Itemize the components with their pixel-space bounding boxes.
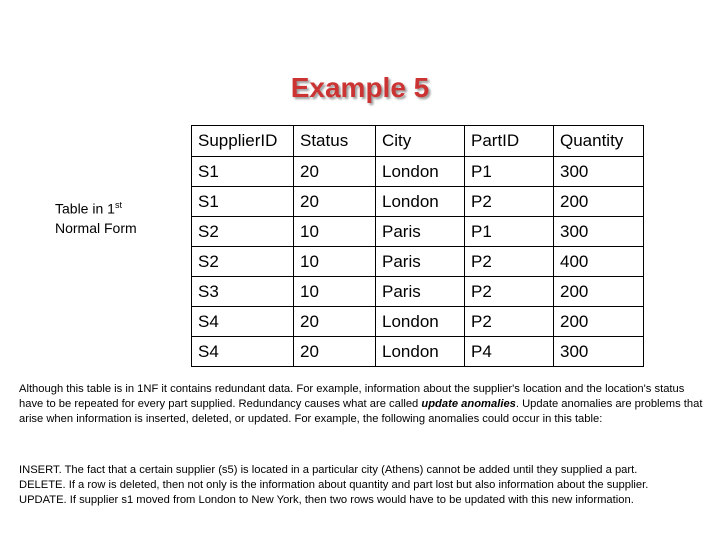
cell-quantity: 200 (554, 307, 644, 337)
cell-supplierid: S1 (192, 187, 294, 217)
cell-supplierid: S1 (192, 157, 294, 187)
table-caption (55, 196, 175, 238)
cell-supplierid: S4 (192, 337, 294, 367)
table-row (192, 217, 644, 247)
cell-quantity: 200 (554, 187, 644, 217)
cell-quantity: 300 (554, 217, 644, 247)
header-supplierid: SupplierID (192, 126, 294, 157)
cell-city: London (376, 337, 465, 367)
slide-title: Example 5 (290, 72, 430, 103)
table-row (192, 187, 644, 217)
anomalies-list (19, 463, 703, 508)
caption-superscript: st (114, 200, 122, 210)
header-city: City (376, 126, 465, 157)
cell-status: 10 (294, 277, 376, 307)
table-row (192, 247, 644, 277)
cell-status: 20 (294, 337, 376, 367)
cell-partid: P2 (465, 277, 554, 307)
caption-line-2: Normal Form (55, 219, 137, 236)
explanation-text-end: . Update anomalies are problems that arise when information is inserted, deleted, or updated. For example, the following anomalies could occur in this table: (19, 398, 703, 425)
header-quantity: Quantity (554, 126, 644, 157)
cell-supplierid: S4 (192, 307, 294, 337)
cell-supplierid: S2 (192, 217, 294, 247)
cell-supplierid: S2 (192, 247, 294, 277)
table-row (192, 337, 644, 367)
cell-status: 10 (294, 247, 376, 277)
cell-status: 10 (294, 217, 376, 247)
cell-city: Paris (376, 247, 465, 277)
caption-line-1: Table in 1 (55, 200, 115, 217)
cell-partid: P4 (465, 337, 554, 367)
cell-quantity: 400 (554, 247, 644, 277)
cell-city: London (376, 157, 465, 187)
cell-city: Paris (376, 277, 465, 307)
table-row (192, 277, 644, 307)
cell-status: 20 (294, 187, 376, 217)
cell-status: 20 (294, 157, 376, 187)
cell-quantity: 300 (554, 157, 644, 187)
update-anomalies-term: update anomalies (421, 398, 516, 410)
header-status: Status (294, 126, 376, 157)
cell-supplierid: S3 (192, 277, 294, 307)
cell-partid: P1 (465, 217, 554, 247)
cell-quantity: 300 (554, 337, 644, 367)
cell-partid: P1 (465, 157, 554, 187)
cell-partid: P2 (465, 307, 554, 337)
table-row (192, 307, 644, 337)
update-anomaly: UPDATE. If supplier s1 moved from London to New York, then two rows would have to be updated with this new information. (19, 494, 634, 506)
cell-city: London (376, 187, 465, 217)
explanation-text-start: Although this table is in 1NF it contains redundant data. For example, information about the supplier's location and the location's status have to be repeated for every part supplied. Redundancy causes what are called (19, 383, 685, 410)
normal-form-table (191, 125, 644, 367)
insert-anomaly: INSERT. The fact that a certain supplier (s5) is located in a particular city (Athens) cannot be added until they supplied a part. (19, 464, 638, 476)
table-row (192, 157, 644, 187)
cell-city: Paris (376, 217, 465, 247)
cell-partid: P2 (465, 187, 554, 217)
header-partid: PartID (465, 126, 554, 157)
cell-partid: P2 (465, 247, 554, 277)
delete-anomaly: DELETE. If a row is deleted, then not only is the information about quantity and part lost but also information about the supplier. (19, 479, 649, 491)
cell-status: 20 (294, 307, 376, 337)
explanation-paragraph (19, 382, 703, 427)
table-header-row (192, 126, 644, 157)
cell-quantity: 200 (554, 277, 644, 307)
cell-city: London (376, 307, 465, 337)
